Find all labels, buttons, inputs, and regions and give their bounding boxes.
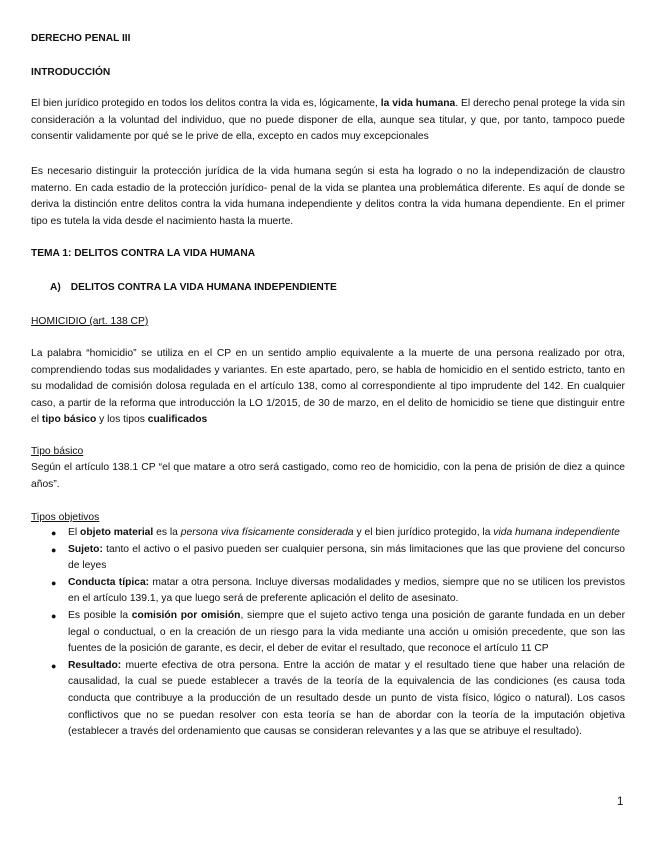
homicidio-heading: HOMICIDIO (art. 138 CP) [31,316,149,327]
vida-humana-bold: la vida humana [380,98,456,109]
bullet-icon: ● [51,544,57,555]
tipo-basico-bold: tipo básico [41,414,97,426]
tema1-heading: TEMA 1: DELITOS CONTRA LA VIDA HUMANA [31,248,256,259]
bullet-icon: ● [51,660,57,671]
subsection-title: DELITOS CONTRA LA VIDA HUMANA INDEPENDIENTE [70,282,337,293]
tipo-basico-heading: Tipo básico [31,446,84,457]
homicidio-paragraph: La palabra “homicidio” se utiliza en el CP en un sentido amplio equivalente a la muerte de una persona realizado por otra, comprendiendo todas sus modalidades y variantes. En este apartado, pero, se habla de homicidio en el sentido estricto, tanto en su modalidad de comisión dolosa regulada en el artículo 138, como al correspondiente al tipo imprudente del 142. En cualquier caso, a partir de la reforma que introducción la LO 1/2015, de 30 de marzo, en el delito de homicidio se tiene que distinguir entre el tipo básico y los tipos cualificados [31,348,625,426]
intro-paragraph-1: El bien jurídico protegido en todos los delitos contra la vida es, lógicamente, la vida humana. El derecho penal protege la vida sin consideración a la voluntad del individuo, que no puede disponer de ella, aunque sea titular, y que, por tanto, tampoco puede consentir validamente por qué se le prive de ella, excepto en cados muy excepcionales [31,98,625,143]
list-item: ● Resultado: muerte efectiva de otra persona. Entre la acción de matar y el resultado tiene que haber una relación de causalidad, la cual se puede establecer a través de la teoría de la equivalencia de las condiciones (es causa toda conducta que contribuye a la producción de un resultado desde un punto de vista físico, lógico o natural). Los casos conflictivos que no se puedan resolver con esta teoría se han de abordar con la teoría de la imputación objetiva (establecer a través del ordenamiento que causas se consideran relevantes y a las que se atribuye el resultado). [51,659,625,738]
bullet-icon: ● [51,610,57,621]
list-item: ● Conducta típica: matar a otra persona. Incluye diversas modalidades y medios, siempre que no se utilicen los previstos en el artículo 139.1, ya que luego será de preferente aplicación el delito de asesinato. [51,576,625,605]
tipos-objetivos-list [51,525,625,741]
tipos-objetivos-heading: Tipos objetivos [31,512,100,523]
intro-heading: INTRODUCCIÓN [31,67,111,78]
course-title: DERECHO PENAL III [31,33,131,44]
bullet-icon: ● [51,528,57,538]
list-item: ● Es posible la comisión por omisión, siempre que el sujeto activo tenga una posición de garante fundada en un deber legal o conductual, o en la creación de un riesgo para la vida mediante una acción u omisión precedente, que son las fuentes de la posición de garante, es decir, el deber de evitar el resultado, que reconoce el artículo 11 CP [51,609,626,655]
cualificados-bold: cualificados [147,414,208,426]
bullet-icon: ● [51,577,57,588]
list-item: ● El objeto material es la persona viva físicamente considerada y el bien jurídico protegido, la vida humana independiente [51,525,625,542]
subsection-heading [50,280,625,297]
list-item: ● Sujeto: tanto el activo o el pasivo pueden ser cualquier persona, sin más limitaciones que las que proviene del concurso de leyes [51,543,625,572]
page-number: 1 [617,796,624,808]
tipo-basico-text: Según el artículo 138.1 CP “el que matare a otro será castigado, como reo de homicidio, con la pena de prisión de diez a quince años”. [31,462,625,490]
intro-paragraph-2: Es necesario distinguir la protección jurídica de la vida humana según si esta ha logrado o no la independización de claustro materno. En cada estadio de la protección jurídico- penal de la vida se plantea una problemática diferente. Es aquí de donde se deriva la distinción entre delitos contra la vida humana independiente y delitos contra la vida humana dependiente. En el primer tipo es tutela la vida desde el nacimiento hasta la muerte. [31,166,625,227]
subsection-letter: A) [50,282,61,293]
